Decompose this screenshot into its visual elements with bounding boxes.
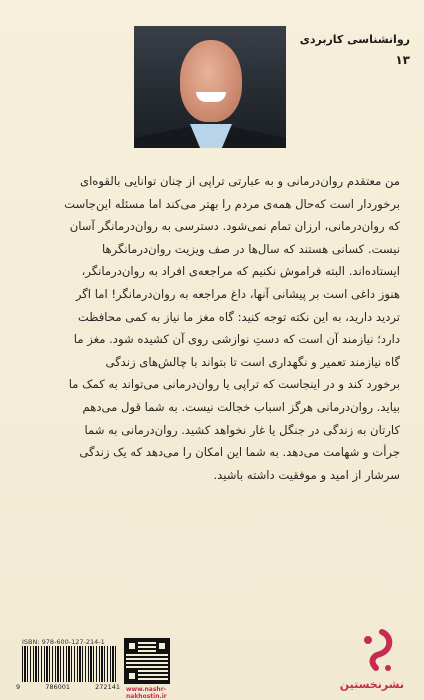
barcode-digit-group: 272141 (95, 683, 120, 691)
blurb-line: دارد؛ نیازمند آن است که دستِ نوازشی روی آن کشیده شود. مغز ما (73, 332, 400, 347)
blurb-line: نیست. کسانی هستند که سال‌ها در صف ویزیت روان‌درمانگرها (101, 241, 400, 256)
blurb-line: جرأت و شهامت می‌دهد. به شما این امکان را می‌دهد که یک زندگی (79, 445, 400, 460)
blurb-line: برخوردار است که‌حال همه‌ی مردم را بهتر می‌کند اما مسئله این‌جاست (64, 196, 400, 211)
series-name: روانشناسی کاربردی (299, 33, 410, 46)
blurb-line: بیاید. روان‌درمانی هرگز اسباب خجالت نیست. به شما قول می‌دهم (82, 399, 400, 414)
blurb-line: تردید دارید، به این نکته توجه کنید: گاه مغز ما نیاز به کمی محافظت (77, 309, 400, 324)
series-number: ۱۳ (395, 53, 410, 67)
series-label (300, 30, 410, 70)
blurb-line: من معتقدم روان‌درمانی و به عبارتی تراپی از چنان توانایی بالقوه‌ای (80, 174, 400, 188)
blurb-text (20, 170, 400, 486)
publisher-logo-icon (352, 628, 400, 674)
qr-code-icon[interactable] (126, 640, 168, 682)
blurb-line: کارتان به زندگی در جنگل یا غار نخواهد کشید. روان‌درمانی به شما (84, 422, 400, 437)
blurb-line: برخورد کند و در اینجاست که تراپی یا روان‌درمانی می‌تواند به کمک ما (68, 377, 400, 392)
qr-finder-patterns (126, 640, 168, 682)
barcode-icon (22, 646, 116, 682)
blurb-line: گاه نیازمند تعمیر و نگهداری است تا بتواند با چالش‌های زندگی (105, 354, 400, 369)
blurb-line: سرشار از امید و موفقیت داشته باشید. (213, 467, 400, 482)
blurb-line: ایستاده‌اند. البته فراموش نکنیم که مراجعه‌ی افراد به روان‌درمانگر، (81, 264, 400, 279)
barcode-digit-group: 786001 (45, 683, 71, 691)
author-photo (134, 26, 286, 148)
blurb-line: هنوز داغی است بر پیشانی آنها، داغ مراجعه به روان‌درمانگر! اما اگر (75, 286, 400, 301)
publisher-website[interactable]: www.nashr-nakhostin.ir (126, 686, 167, 700)
publisher-name: نشرنخستین (339, 678, 404, 691)
blurb-line: که روان‌درمانی، ارزان تمام نمی‌شود. دسترسی به روان‌درمانگر آسان (69, 219, 400, 234)
barcode-digits (16, 683, 120, 691)
photo-face (180, 40, 242, 122)
isbn-text: ISBN: 978-600-127-214-1 (22, 638, 105, 646)
barcode-digit-group: 9 (16, 683, 21, 691)
